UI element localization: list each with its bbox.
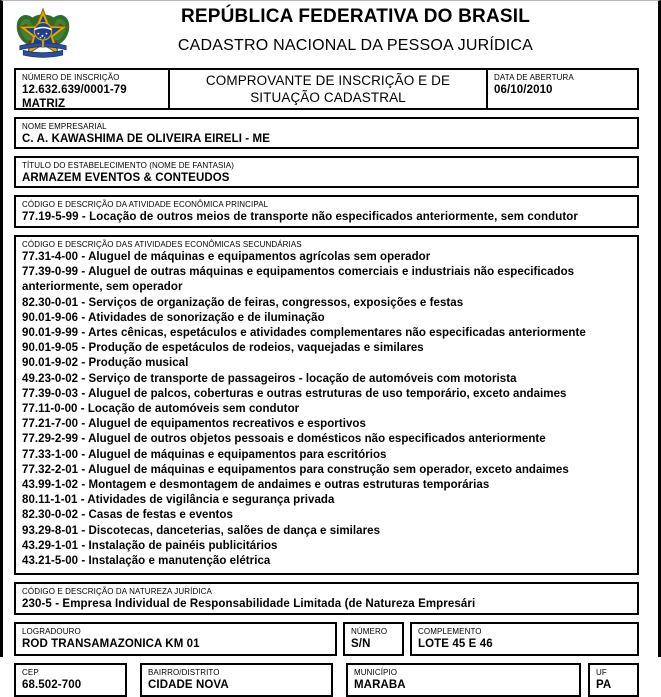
district-value: CIDADE NOVA	[148, 679, 229, 692]
secondary-activity-item: 80.11-1-01 - Atividades de vigilância e segurança privada	[22, 494, 335, 507]
secondary-activities-field	[14, 235, 639, 575]
district-field	[140, 663, 333, 697]
state-label: UF	[596, 668, 607, 678]
city-value: MARABA	[354, 679, 406, 692]
address-complement-value: LOTE 45 E 46	[418, 638, 493, 651]
street-value: ROD TRANSAMAZONICA KM 01	[22, 638, 200, 651]
district-label: BAIRRO/DISTRITO	[148, 668, 220, 678]
city-field	[346, 663, 581, 697]
registration-number-value: 12.632.639/0001-79	[22, 84, 127, 96]
secondary-activity-item: 90.01-9-05 - Produção de espetáculos de rodeios, vaquejadas e similares	[22, 342, 424, 355]
secondary-activity-item: 77.39-0-03 - Aluguel de palcos, coberturas e outras estruturas de uso temporário, exceto andaimes	[22, 387, 567, 400]
secondary-activities-label: CÓDIGO E DESCRIÇÃO DAS ATIVIDADES ECONÔMICAS SECUNDÁRIAS	[22, 240, 302, 249]
state-field	[588, 663, 639, 697]
street-number-field	[343, 622, 404, 656]
opening-date-value: 06/10/2010	[494, 84, 553, 96]
postal-code-value: 68.502-700	[22, 679, 82, 692]
street-number-label: NÚMERO	[351, 627, 388, 637]
company-name-label: NOME EMPRESARIAL	[22, 122, 107, 131]
secondary-activities-list	[22, 250, 632, 569]
certificate-title-field	[169, 68, 487, 110]
secondary-activity-item: 90.01-9-02 - Produção musical	[22, 357, 189, 370]
company-name-field	[14, 117, 639, 149]
header-titles	[14, 0, 639, 55]
secondary-activity-item: 82.30-0-02 - Casas de festas e eventos	[22, 509, 233, 522]
secondary-activity-item: 43.29-1-01 - Instalação de painéis publicitários	[22, 539, 278, 552]
secondary-activity-item: 90.01-9-06 - Atividades de sonorização e de iluminação	[22, 311, 325, 324]
trade-name-label: TÍTULO DO ESTABELECIMENTO (NOME DE FANTASIA)	[22, 161, 234, 170]
street-label: LOGRADOURO	[22, 627, 81, 637]
registration-number-field	[14, 68, 169, 110]
registration-summary-row	[14, 68, 639, 110]
state-value: PA	[596, 679, 612, 692]
legal-nature-label: CÓDIGO E DESCRIÇÃO DA NATUREZA JURÍDICA	[22, 587, 212, 597]
street-field	[14, 622, 337, 656]
company-name-value: C. A. KAWASHIMA DE OLIVEIRA EIRELI - ME	[22, 133, 270, 145]
document-content	[14, 0, 639, 697]
registration-type-value: MATRIZ	[22, 98, 66, 110]
document-header	[14, 0, 639, 64]
secondary-activity-item: 77.39-0-99 - Aluguel de outras máquinas e equipamentos comerciais e industriais não especificados anteriormente, sem operador	[22, 266, 575, 294]
registration-number-label: NÚMERO DE INSCRIÇÃO	[22, 73, 120, 82]
page-title: REPÚBLICA FEDERATIVA DO BRASIL	[180, 6, 531, 27]
secondary-activity-item: 93.29-8-01 - Discotecas, danceterias, salões de dança e similares	[22, 524, 381, 537]
address-row-locality	[14, 663, 639, 697]
secondary-activity-item: 77.11-0-00 - Locação de automóveis sem condutor	[22, 403, 300, 416]
secondary-activity-item: 43.99-1-02 - Montagem e desmontagem de andaimes e outras estruturas temporárias	[22, 479, 490, 492]
opening-date-label: DATA DE ABERTURA	[494, 73, 574, 82]
address-complement-label: COMPLEMENTO	[418, 627, 482, 637]
primary-activity-field	[14, 195, 639, 228]
trade-name-value: ARMAZEM EVENTOS & CONTEUDOS	[22, 172, 230, 184]
secondary-activity-item: 77.21-7-00 - Aluguel de equipamentos recreativos e esportivos	[22, 418, 366, 431]
legal-nature-field	[14, 582, 639, 615]
secondary-activity-item: 77.29-2-99 - Aluguel de outros objetos pessoais e domésticos não especificados anteriormente	[22, 433, 546, 446]
secondary-activity-item: 90.01-9-99 - Artes cênicas, espetáculos e atividades complementares não especificadas anteriormente	[22, 327, 586, 340]
certificate-title-text: COMPROVANTE DE INSCRIÇÃO E DE SITUAÇÃO CADASTRAL	[205, 73, 451, 105]
postal-code-field	[14, 663, 127, 697]
secondary-activity-item: 77.31-4-00 - Aluguel de máquinas e equipamentos agrícolas sem operador	[22, 251, 431, 263]
page-subtitle: CADASTRO NACIONAL DA PESSOA JURÍDICA	[177, 37, 534, 54]
postal-code-label: CEP	[22, 668, 39, 678]
street-number-value: S/N	[351, 638, 371, 651]
primary-activity-value: 77.19-5-99 - Locação de outros meios de transporte não especificados anteriormente, sem condutor	[22, 211, 579, 223]
opening-date-field	[487, 68, 639, 110]
secondary-activity-item: 49.23-0-02 - Serviço de transporte de passageiros - locação de automóveis com motorista	[22, 372, 517, 385]
secondary-activity-item: 43.21-5-00 - Instalação e manutenção elétrica	[22, 555, 271, 568]
secondary-activity-item: 82.30-0-01 - Serviços de organização de feiras, congressos, exposições e festas	[22, 296, 464, 309]
legal-nature-value: 230-5 - Empresa Individual de Responsabilidade Limitada (de Natureza Empresári	[22, 598, 476, 611]
address-row-street	[14, 622, 639, 656]
primary-activity-label: CÓDIGO E DESCRIÇÃO DA ATIVIDADE ECONÔMICA PRINCIPAL	[22, 200, 269, 209]
trade-name-field	[14, 156, 639, 188]
city-label: MUNICÍPIO	[354, 668, 398, 678]
secondary-activity-item: 77.32-2-01 - Aluguel de máquinas e equipamentos para construção sem operador, exceto andaimes	[22, 463, 569, 476]
address-complement-field	[410, 622, 639, 656]
secondary-activity-item: 77.33-1-00 - Aluguel de máquinas e equipamentos para escritórios	[22, 448, 387, 461]
brazil-coat-of-arms-icon	[14, 4, 72, 62]
